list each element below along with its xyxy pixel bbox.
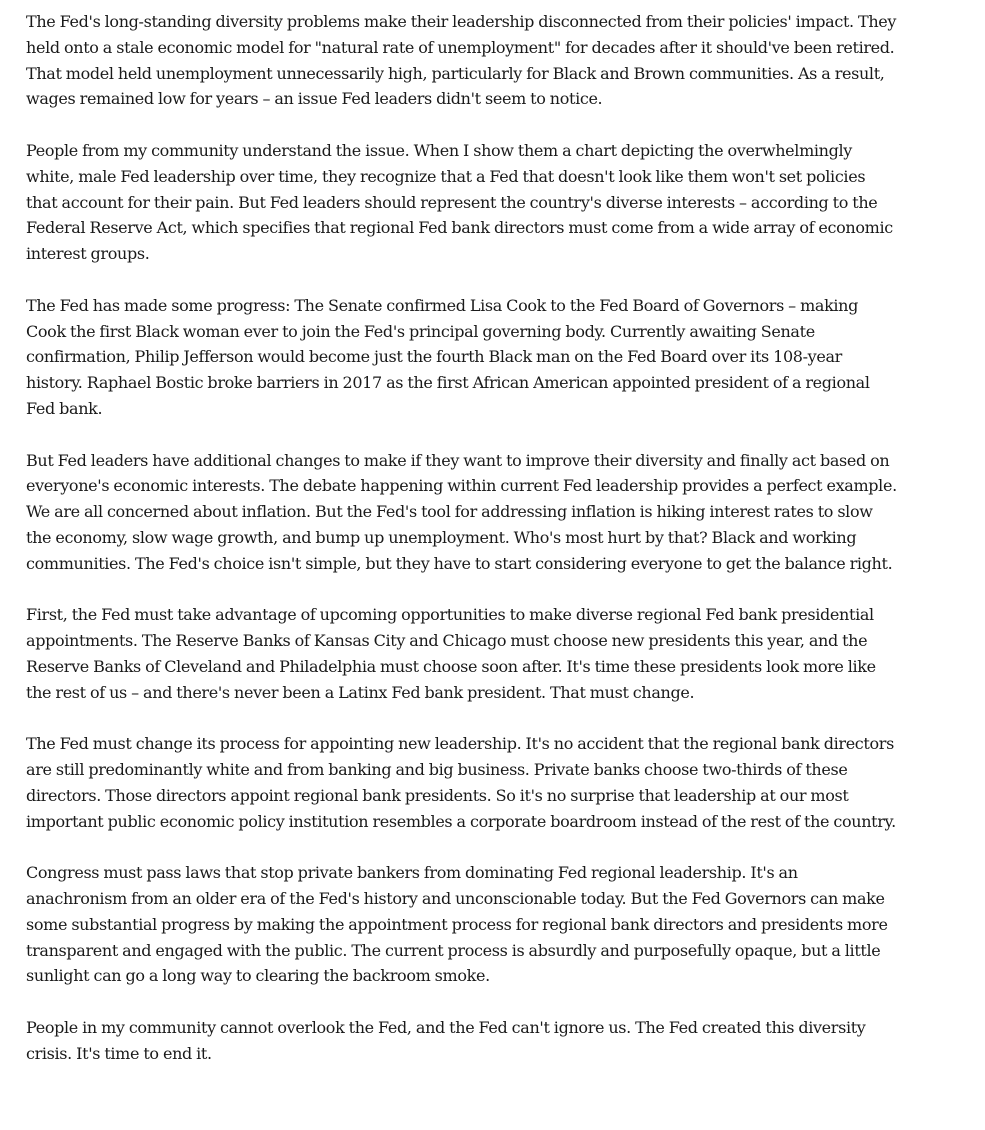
paragraph-conclusion: People in my community cannot overlook the Fed, and the Fed can't ignore us. The Fed created this diversity crisis. It's time to end it.: [26, 1018, 866, 1063]
paragraph-presidential-appointments: First, the Fed must take advantage of upcoming opportunities to make diverse regional Fed bank presidential appointments. The Reserve Banks of Kansas City and Chicago must choose new presidents this year, and the Reserve Banks of Cleveland and Philadelphia must choose soon after. It's time these presidents look more like the rest of us – and there's never been a Latinx Fed bank president. That must change.: [26, 605, 876, 702]
paragraph-additional-changes: But Fed leaders have additional changes to make if they want to improve their diversity and finally act based on everyone's economic interests. The debate happening within current Fed leadership provides a perfect example. We are all concerned about inflation. But the Fed's tool for addressing inflation is hiking interest rates to slow the economy, slow wage growth, and bump up unemployment. Who's most hurt by that? Black and working communities. The Fed's choice isn't simple, but they have to start considering everyone to get the balance right.: [26, 450, 897, 573]
article-body: [26, 9, 898, 1067]
paragraph-diversity-problems: The Fed's long-standing diversity problems make their leadership disconnected from their policies' impact. They held onto a stale economic model for "natural rate of unemployment" for decades after it should've been retired. That model held unemployment unnecessarily high, particularly for Black and Brown communities. As a result, wages remained low for years – an issue Fed leaders didn't seem to notice.: [26, 12, 897, 109]
paragraph-community-understanding: People from my community understand the issue. When I show them a chart depicting the overwhelmingly white, male Fed leadership over time, they recognize that a Fed that doesn't look like them won't set policies that account for their pain. But Fed leaders should represent the country's diverse interests – according to the Federal Reserve Act, which specifies that regional Fed bank directors must come from a wide array of economic interest groups.: [26, 140, 893, 264]
paragraph-progress: The Fed has made some progress: The Senate confirmed Lisa Cook to the Fed Board of Governors – making Cook the first Black woman ever to join the Fed's principal governing body. Currently awaiting Senate confirmation, Philip Jefferson would become just the fourth Black man on the Fed Board over its 108-year history. Raphael Bostic broke barriers in 2017 as the first African American appointed president of a regional Fed bank.: [26, 295, 870, 418]
paragraph-congress-laws: Congress must pass laws that stop private bankers from dominating Fed regional leadership. It's an anachronism from an older era of the Fed's history and unconscionable today. But the Fed Governors can make some substantial progress by making the appointment process for regional bank directors and presidents more transparent and engaged with the public. The current process is absurdly and purposefully opaque, but a little sunlight can go a long way to clearing the backroom smoke.: [26, 863, 888, 986]
paragraph-appointment-process: The Fed must change its process for appointing new leadership. It's no accident that the regional bank directors are still predominantly white and from banking and big business. Private banks choose two-thirds of these directors. Those directors appoint regional bank presidents. So it's no surprise that leadership at our most important public economic policy institution resembles a corporate boardroom instead of the rest of the country.: [26, 734, 896, 831]
